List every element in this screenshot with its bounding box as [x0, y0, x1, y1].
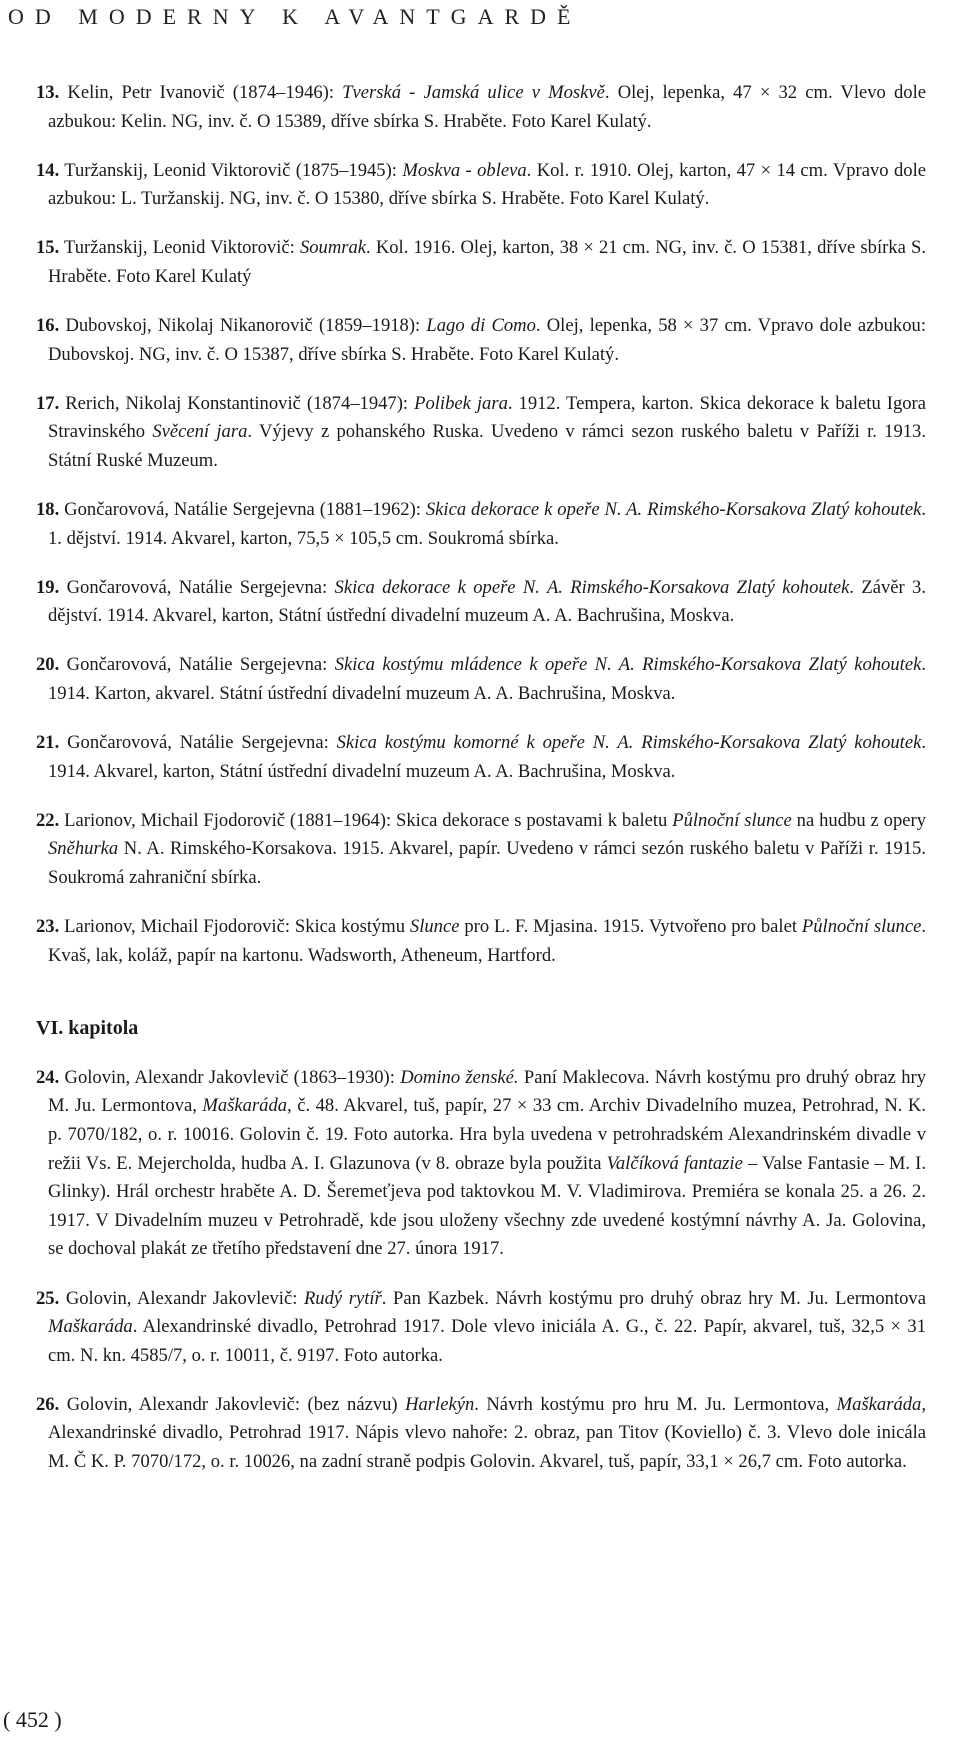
catalog-entry [36, 1285, 926, 1371]
entry-text: . Výjevy z pohanského Ruska. Uvedeno v rámci sezon ruského baletu v Paříži r. 1913. Státní Ruské Muzeum. [48, 421, 926, 471]
entry-text: . Kvaš, lak, koláž, papír na kartonu. Wadsworth, Atheneum, Hartford. [48, 916, 927, 966]
entry-text: Gončarovová, Natálie Sergejevna: [59, 576, 335, 598]
entry-text: . Kol. 1916. Olej, karton, 38 × 21 cm. NG, inv. č. O 15381, dříve sbírka S. Hraběte. Foto Karel Kulatý [48, 237, 926, 287]
entry-title-italic: Sněhurka [48, 838, 119, 860]
catalog-entry [36, 157, 926, 214]
entry-text: . 1914. Akvarel, karton, Státní ústřední divadelní muzeum A. A. Bachrušina, Moskva. [48, 732, 926, 782]
catalog-entry [36, 390, 926, 476]
entry-title-italic: Svěcení jara [152, 421, 248, 443]
entry-title-italic: Maškaráda [48, 1316, 133, 1338]
entry-title-italic: Maškaráda, [202, 1095, 292, 1117]
entry-number: 16. [36, 315, 60, 337]
entry-text: Paní Maklecova. Návrh kostýmu pro druhý obraz hry M. Ju. Lermontova, [48, 1066, 926, 1117]
catalog-entry [36, 79, 926, 136]
catalog-entry [36, 1064, 926, 1264]
entry-number: 17. [36, 392, 60, 414]
entry-text: Golovin, Alexandr Jakovlevič (1863–1930): [59, 1066, 401, 1088]
entry-text: – Valse Fantasie – M. I. Glinky). Hrál orchestr hraběte A. D. Šeremeťjeva pod taktovkou M. V. Vladimirova. Premiéra se konala 25. a 26. 2. 1917. V Divadelním muzeu v Petrohradě, kde jsou uloženy všechny zde uvedené kostýmní návrhy A. Ja. Golovina, se dochoval plakát ze třetího představení dne 27. února 1917. [48, 1152, 926, 1260]
entry-text: Turžanskij, Leonid Viktorovič (1875–1945): [59, 159, 403, 181]
entry-text: Gončarovová, Natálie Sergejevna (1881–1962): [59, 499, 426, 521]
entry-number: 25. [36, 1287, 60, 1309]
entry-text: Gončarovová, Natálie Sergejevna: [59, 732, 337, 754]
catalog-entry [36, 913, 926, 970]
catalog-entry [36, 1391, 926, 1477]
entry-number: 23. [36, 916, 60, 938]
entry-title-italic: Moskva - obleva [402, 159, 527, 181]
catalog-entry [36, 807, 926, 893]
entry-title-italic: Skica dekorace k opeře N. A. Rimského-Korsakova Zlatý kohoutek [425, 499, 922, 521]
entry-text: . Alexandrinské divadlo, Petrohrad 1917. Dole vlevo iniciála A. G., č. 22. Papír, akvarel, tuš, 32,5 × 31 cm. N. kn. 4585/7, o. r. 10011, č. 9197. Foto autorka. [48, 1316, 926, 1366]
entry-text: č. 48. Akvarel, tuš, papír, 27 × 33 cm. Archiv Divadelního muzea, Petrohrad, N. K. p. 7070/182, o. r. 10016. Golovin č. 19. Foto autorka. Hra byla uvedena v petrohradském Alexandrinském divadle v režii Vs. E. Mejercholda, hudba A. I. Glazunova (v 8. obraze byla použita [48, 1095, 926, 1174]
entry-title-italic: Domino ženské. [400, 1066, 519, 1088]
entry-title-italic: Soumrak [299, 237, 367, 259]
entry-title-italic: Harlekýn [405, 1393, 475, 1415]
entry-text: . Pan Kazbek. Návrh kostýmu pro druhý obraz hry M. Ju. Lermontova [381, 1287, 926, 1309]
entry-text: . 1914. Karton, akvarel. Státní ústřední divadelní muzeum A. A. Bachrušina, Moskva. [48, 654, 926, 704]
entry-text: Dubovskoj, Nikolaj Nikanorovič (1859–1918): [59, 315, 427, 337]
entry-text: . Návrh kostýmu pro hru M. Ju. Lermontova, [474, 1393, 837, 1415]
entry-text: . 1. dějství. 1914. Akvarel, karton, 75,5 × 105,5 cm. Soukromá sbírka. [48, 499, 926, 549]
catalog-entry [36, 651, 926, 708]
entry-title-italic: Půlnoční slunce [801, 916, 922, 938]
entry-text: . Závěr 3. dějství. 1914. Akvarel, karton, Státní ústřední divadelní muzeum A. A. Bachrušina, Moskva. [48, 576, 927, 627]
entry-text: . Kol. r. 1910. Olej, karton, 47 × 14 cm. Vpravo dole azbukou: L. Turžanskij. NG, inv. č. O 15380, dříve sbírka S. Hraběte. Foto Karel Kulatý. [48, 159, 926, 210]
entry-title-italic: Tverská - Jamská ulice v Moskvě [342, 82, 605, 103]
entry-text: . Olej, lepenka, 47 × 32 cm. Vlevo dole azbukou: Kelin. NG, inv. č. O 15389, dříve sbírka S. Hraběte. Foto Karel Kulatý. [48, 82, 927, 132]
entry-text: Larionov, Michail Fjodorovič (1881–1964): Skica dekorace s postavami k baletu [59, 809, 673, 831]
entry-title-italic: Půlnoční slunce [672, 809, 792, 831]
entry-text: . Olej, lepenka, 58 × 37 cm. Vpravo dole azbukou: Dubovskoj. NG, inv. č. O 15387, dříve sbírka S. Hraběte. Foto Karel Kulatý. [48, 315, 926, 365]
entry-title-italic: Skica dekorace k opeře N. A. Rimského-Korsakova Zlatý kohoutek [334, 576, 850, 598]
entry-number: 14. [36, 159, 60, 181]
catalog-list [36, 79, 926, 1497]
entry-title-italic: Skica kostýmu mládence k opeře N. A. Rimského-Korsakova Zlatý kohoutek [334, 654, 922, 676]
entry-number: 20. [36, 654, 60, 676]
entry-text: Gončarovová, Natálie Sergejevna: [59, 654, 335, 676]
chapter-heading: VI. kapitola [36, 1017, 139, 1040]
entry-number: 15. [36, 237, 60, 259]
catalog-entry [36, 234, 926, 291]
entry-text: Golovin, Alexandr Jakovlevič: [59, 1287, 304, 1309]
entry-number: 18. [36, 499, 60, 521]
entry-text: Golovin, Alexandr Jakovlevič: (bez názvu) [59, 1393, 406, 1415]
entry-title-italic: Maškaráda, [836, 1393, 926, 1415]
entry-number: 26. [36, 1393, 60, 1415]
entry-title-italic: Skica kostýmu komorné k opeře N. A. Rimského-Korsakova Zlatý kohoutek [336, 732, 922, 754]
entry-text: Alexandrinské divadlo, Petrohrad 1917. Nápis vlevo nahoře: 2. obraz, pan Titov (Koviello) č. 3. Vlevo dole inicála M. Č K. P. 7070/172, o. r. 10026, na zadní straně podpis Golovin. Akvarel, tuš, papír, 33,1 × 26,7 cm. Foto autorka. [48, 1422, 926, 1472]
entry-title-italic: Polibek jara [414, 392, 508, 414]
catalog-entry [36, 729, 926, 786]
entry-group-before-chapter [36, 79, 926, 970]
running-head: OD MODERNY K AVANTGARDĚ [8, 4, 582, 29]
entry-text: Turžanskij, Leonid Viktorovič: [59, 237, 300, 259]
entry-title-italic: Slunce [409, 916, 460, 938]
entry-title-italic: Rudý rytíř [303, 1287, 382, 1309]
entry-number: 21. [36, 732, 60, 754]
entry-text: Larionov, Michail Fjodorovič: Skica kostýmu [59, 916, 410, 938]
entry-number: 22. [36, 809, 60, 831]
entry-text: Kelin, Petr Ivanovič (1874–1946): [59, 82, 343, 103]
catalog-entry [36, 496, 926, 553]
catalog-entry [36, 312, 926, 369]
entry-text: pro L. F. Mjasina. 1915. Vytvořeno pro balet [459, 916, 802, 938]
entry-title-italic: Valčíková fantazie [606, 1152, 743, 1174]
entry-number: 24. [36, 1066, 60, 1088]
entry-number: 13. [36, 82, 60, 103]
page-number: ( 452 ) [3, 1707, 62, 1732]
entry-group-after-chapter [36, 1064, 926, 1477]
entry-text: . 1912. Tempera, karton. Skica dekorace k baletu Igora Stravinského [48, 392, 927, 443]
entry-number: 19. [36, 576, 60, 598]
catalog-entry [36, 574, 926, 631]
entry-text: Rerich, Nikolaj Konstantinovič (1874–1947): [59, 392, 415, 414]
entry-title-italic: Lago di Como [426, 315, 536, 337]
entry-text: na hudbu z opery [791, 809, 927, 831]
entry-text: N. A. Rimského-Korsakova. 1915. Akvarel, papír. Uvedeno v rámci sezón ruského baletu v Paříži r. 1915. Soukromá zahraniční sbírka. [48, 838, 926, 888]
